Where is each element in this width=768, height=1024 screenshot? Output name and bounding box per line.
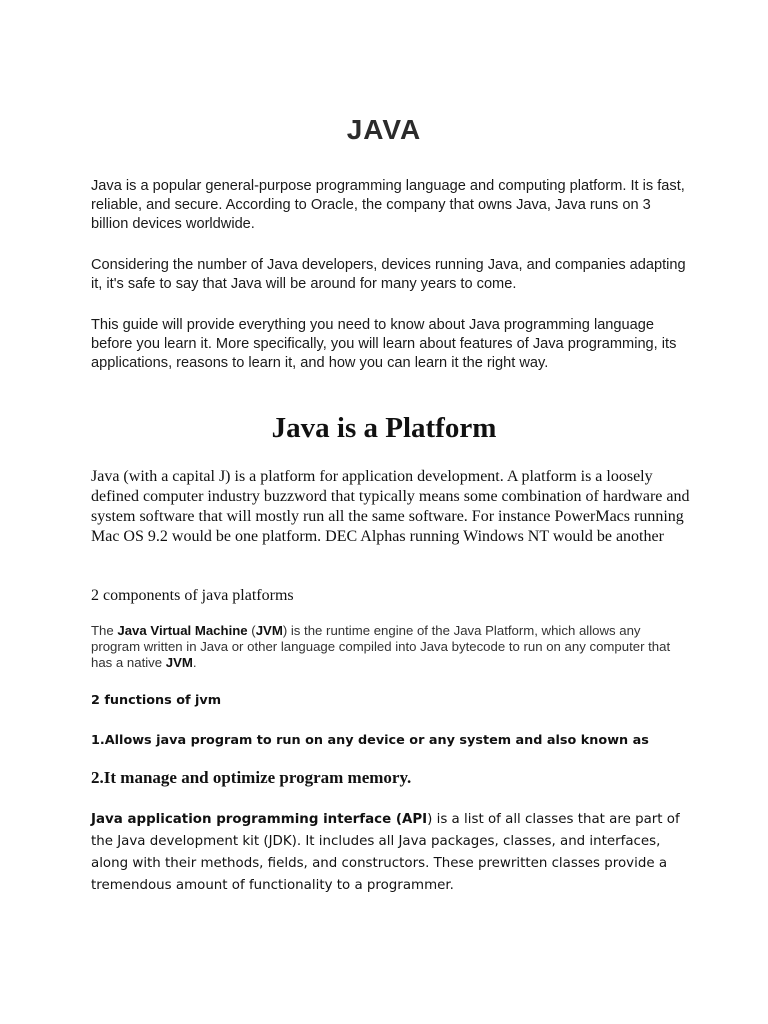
components-line: 2 components of java platforms bbox=[91, 587, 294, 604]
jvm-paragraph bbox=[91, 623, 691, 671]
jvm-suffix: . bbox=[192, 655, 197, 670]
jvm-prefix: The bbox=[91, 623, 118, 638]
document-title: JAVA bbox=[346, 114, 422, 145]
jvm-term: Java Virtual Machine bbox=[117, 623, 248, 638]
jvm-abbr-end: JVM bbox=[165, 655, 193, 670]
function-1: 1.Allows java program to run on any device or any system and also known as bbox=[91, 733, 649, 748]
api-term: Java application programming interface ( bbox=[91, 812, 402, 827]
platform-heading: Java is a Platform bbox=[271, 412, 497, 444]
api-abbr: API bbox=[401, 812, 428, 827]
api-paragraph bbox=[91, 809, 691, 897]
intro-paragraph: This guide will provide everything you need to know about Java programming language before you learn it. More specifically, you will learn about features of Java programming, its applications, reasons to learn it, and how you can learn it the right way. bbox=[91, 317, 677, 371]
function-2: 2.It manage and optimize program memory. bbox=[91, 768, 412, 787]
intro-paragraph: Java is a popular general-purpose programming language and computing platform. It is fast, reliable, and secure. According to Oracle, the company that owns Java, Java runs on 3 billion devices worldwide. bbox=[91, 178, 685, 232]
jvm-middle: ) is the runtime engine of the Java Platform, which allows any program written in Java or other language compiled into Java bytecode to run on any computer that has a native bbox=[91, 623, 671, 670]
intro-paragraph: Considering the number of Java developers, devices running Java, and companies adapting it, it's safe to say that Java will be around for many years to come. bbox=[91, 257, 686, 292]
functions-heading: 2 functions of jvm bbox=[91, 693, 222, 708]
platform-paragraph: Java (with a capital J) is a platform for application development. A platform is a loosely defined computer industry buzzword that typically means some combination of hardware and system software that will mostly run all the same software. For instance PowerMacs running Mac OS 9.2 would be one platform. DEC Alphas running Windows NT would be another bbox=[91, 468, 690, 545]
jvm-abbr: JVM bbox=[255, 623, 283, 638]
api-rest: ) is a list of all classes that are part of the Java development kit (JDK). It includes all Java packages, classes, and interfaces, along with their methods, fields, and constructors. These prewritten classes provide a tremendous amount of functionality to a programmer. bbox=[91, 812, 680, 893]
jvm-open-paren: ( bbox=[247, 623, 256, 638]
